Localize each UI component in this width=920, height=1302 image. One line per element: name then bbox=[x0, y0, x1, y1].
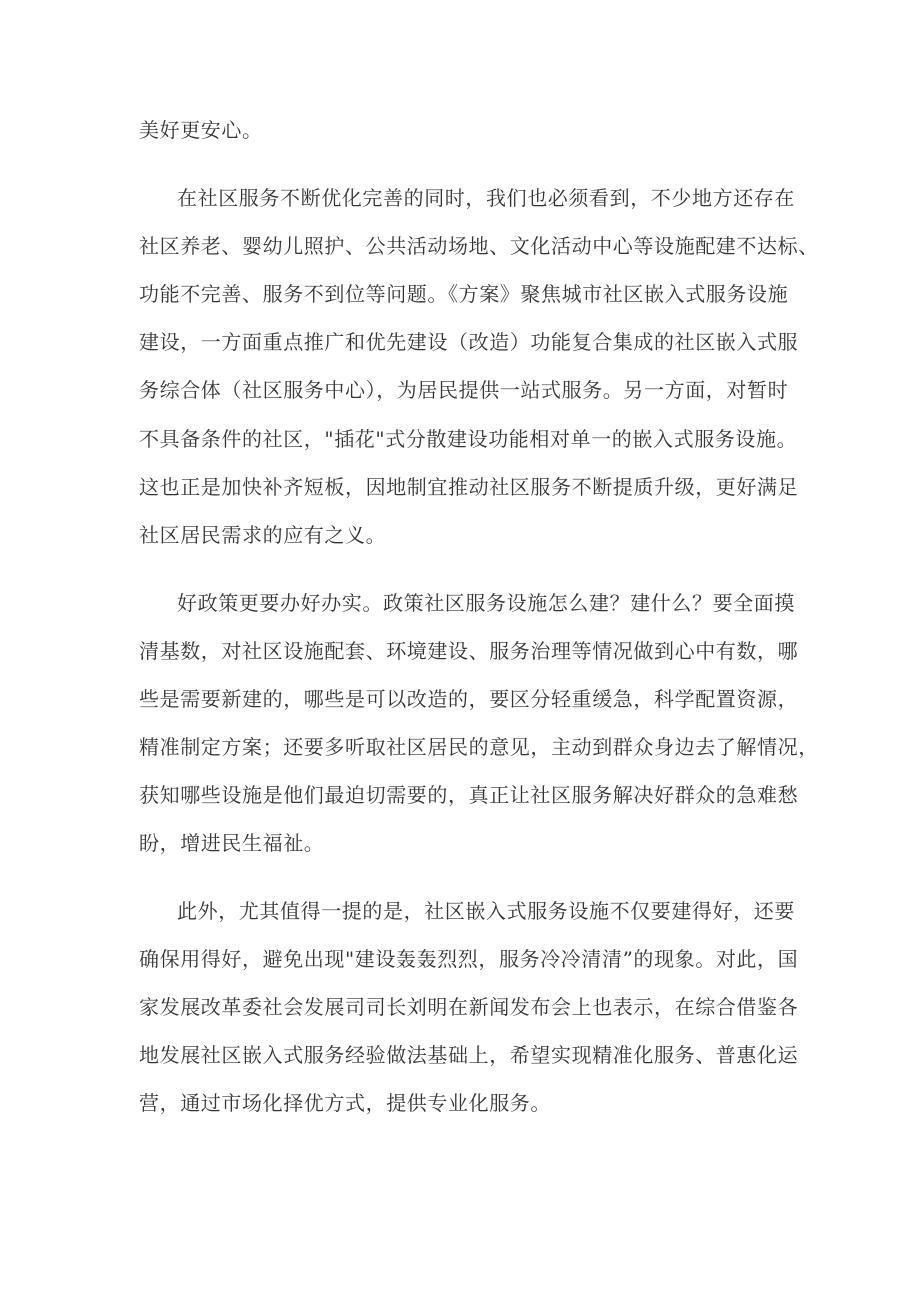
paragraph-3-line-5: 获知哪些设施是他们最迫切需要的，真正让社区服务解决好群众的急难愁 bbox=[139, 783, 799, 807]
paragraph-3-line-2: 清基数，对社区设施配套、环境建设、服务治理等情况做到心中有数，哪 bbox=[139, 639, 799, 663]
paragraph-2-line-6: 不具备条件的社区，"插花"式分散建设功能相对单一的嵌入式服务设施。 bbox=[139, 427, 798, 451]
paragraph-4-line-5: 营，通过市场化择优方式，提供专业化服务。 bbox=[139, 1091, 551, 1115]
paragraph-2-line-5: 务综合体（社区服务中心），为居民提供一站式服务。另一方面，对暂时 bbox=[139, 378, 789, 402]
paragraph-2-line-3: 功能不完善、服务不到位等问题。《方案》聚焦城市社区嵌入式服务设施 bbox=[139, 282, 789, 306]
paragraph-3-line-1: 好政策更要办好办实。政策社区服务设施怎么建？建什么？要全面摸 bbox=[177, 591, 795, 615]
paragraph-2-line-4: 建设，一方面重点推广和优先建设（改造）功能复合集成的社区嵌入式服 bbox=[139, 330, 799, 354]
paragraph-2-line-8: 社区居民需求的应有之义。 bbox=[139, 523, 387, 547]
paragraph-3-line-4: 精准制定方案；还要多听取社区居民的意见，主动到群众身边去了解情况， bbox=[139, 735, 819, 759]
paragraph-3-line-6: 盼，增进民生福祉。 bbox=[139, 831, 325, 855]
paragraph-4-line-4: 地发展社区嵌入式服务经验做法基础上，希望实现精准化服务、普惠化运 bbox=[139, 1043, 799, 1067]
paragraph-4-line-1: 此外，尤其值得一提的是，社区嵌入式服务设施不仅要建得好，还要 bbox=[177, 899, 795, 923]
paragraph-3-line-3: 些是需要新建的，哪些是可以改造的，要区分轻重缓急，科学配置资源， bbox=[139, 687, 799, 711]
paragraph-1-line-1: 美好更安心。 bbox=[139, 118, 263, 142]
paragraph-4-line-3: 家发展改革委社会发展司司长刘明在新闻发布会上也表示，在综合借鉴各 bbox=[139, 995, 799, 1019]
paragraph-2-line-1: 在社区服务不断优化完善的同时，我们也必须看到，不少地方还存在 bbox=[177, 186, 795, 210]
paragraph-2-line-7: 这也正是加快补齐短板，因地制宜推动社区服务不断提质升级，更好满足 bbox=[139, 475, 799, 499]
paragraph-2-line-2: 社区养老、婴幼儿照护、公共活动场地、文化活动中心等设施配建不达标、 bbox=[139, 234, 819, 258]
paragraph-4-line-2: 确保用得好，避免出现"建设轰轰烈烈，服务冷冷清清”的现象。对此，国 bbox=[139, 947, 799, 971]
